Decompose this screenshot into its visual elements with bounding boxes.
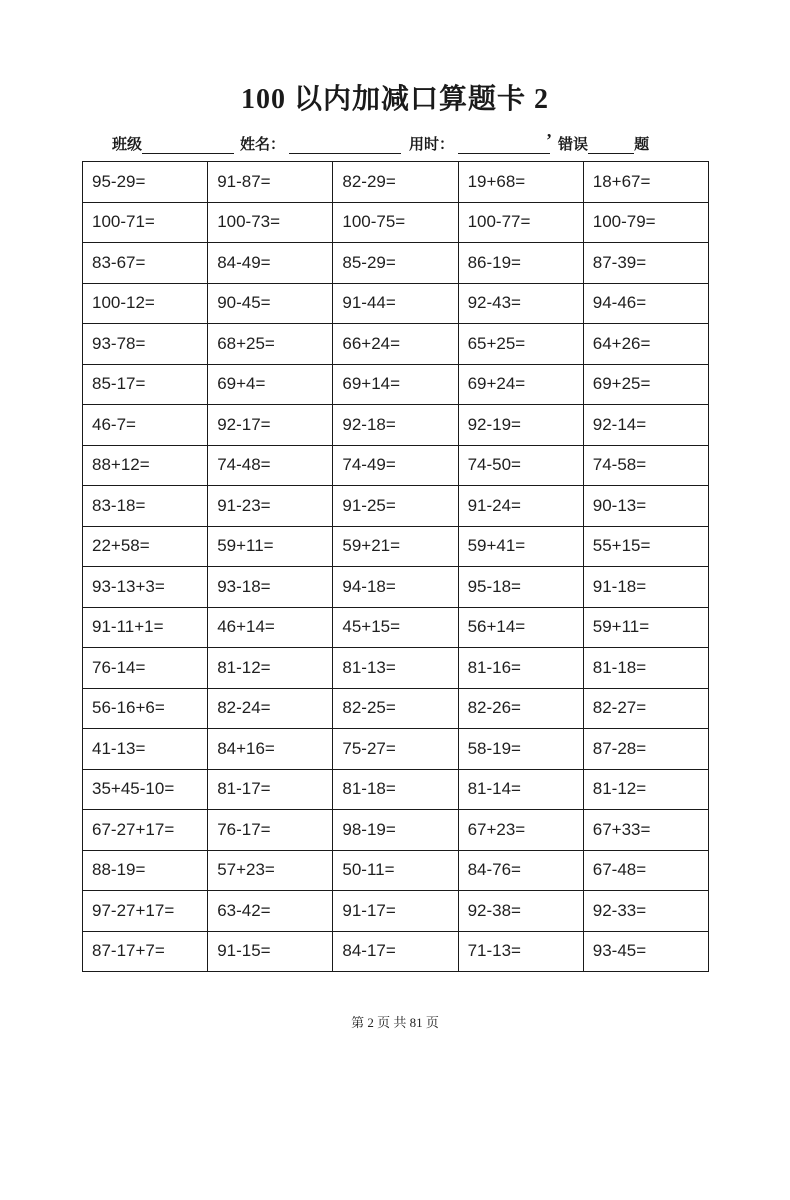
problem-cell: 84-17= [333, 931, 458, 972]
problem-cell: 93-78= [83, 324, 208, 365]
problem-cell: 56+14= [458, 607, 583, 648]
problem-cell: 100-79= [583, 202, 708, 243]
problem-row [83, 526, 709, 567]
class-label: 班级 [112, 137, 143, 153]
problem-cell: 59+11= [583, 607, 708, 648]
problem-cell: 100-12= [83, 283, 208, 324]
problem-cell: 59+11= [208, 526, 333, 567]
problem-cell: 86-19= [458, 243, 583, 284]
problem-cell: 95-29= [83, 162, 208, 203]
problem-cell: 64+26= [583, 324, 708, 365]
problem-cell: 18+67= [583, 162, 708, 203]
name-blank-line [289, 137, 401, 154]
problem-cell: 81-18= [583, 648, 708, 689]
problem-cell: 74-50= [458, 445, 583, 486]
problem-cell: 93-45= [583, 931, 708, 972]
questions-unit-label: 题 [634, 137, 650, 153]
problem-cell: 84-76= [458, 850, 583, 891]
problem-cell: 91-44= [333, 283, 458, 324]
problem-cell: 22+58= [83, 526, 208, 567]
problem-cell: 91-11+1= [83, 607, 208, 648]
problem-cell: 76-17= [208, 810, 333, 851]
problem-cell: 88-19= [83, 850, 208, 891]
time-label: 用时： [409, 137, 455, 153]
problem-cell: 81-12= [208, 648, 333, 689]
problem-cell: 71-13= [458, 931, 583, 972]
problem-cell: 92-19= [458, 405, 583, 446]
problem-cell: 76-14= [83, 648, 208, 689]
problem-cell: 83-18= [83, 486, 208, 527]
problem-cell: 55+15= [583, 526, 708, 567]
problem-cell: 81-18= [333, 769, 458, 810]
problem-row [83, 769, 709, 810]
page-footer: 第 2 页 共 81 页 [351, 1015, 439, 1030]
info-line [112, 132, 790, 154]
problem-cell: 19+68= [458, 162, 583, 203]
problem-row [83, 324, 709, 365]
problem-row [83, 810, 709, 851]
problem-cell: 100-77= [458, 202, 583, 243]
problem-cell: 93-18= [208, 567, 333, 608]
problem-cell: 94-46= [583, 283, 708, 324]
problem-cell: 57+23= [208, 850, 333, 891]
problem-cell: 82-27= [583, 688, 708, 729]
problem-row [83, 243, 709, 284]
problem-cell: 67-27+17= [83, 810, 208, 851]
problem-cell: 81-14= [458, 769, 583, 810]
problem-row [83, 364, 709, 405]
problem-cell: 74-48= [208, 445, 333, 486]
problem-cell: 82-29= [333, 162, 458, 203]
problem-row [83, 729, 709, 770]
problem-cell: 92-17= [208, 405, 333, 446]
problem-cell: 67+33= [583, 810, 708, 851]
problem-cell: 85-29= [333, 243, 458, 284]
problem-cell: 91-18= [583, 567, 708, 608]
problem-cell: 100-71= [83, 202, 208, 243]
problem-cell: 94-18= [333, 567, 458, 608]
time-blank-line [458, 137, 550, 154]
problem-cell: 91-25= [333, 486, 458, 527]
problem-cell: 100-73= [208, 202, 333, 243]
problem-cell: 68+25= [208, 324, 333, 365]
problem-cell: 87-39= [583, 243, 708, 284]
problem-cell: 81-16= [458, 648, 583, 689]
problem-row [83, 486, 709, 527]
problem-cell: 91-17= [333, 891, 458, 932]
problem-cell: 92-38= [458, 891, 583, 932]
problem-cell: 87-28= [583, 729, 708, 770]
problem-cell: 56-16+6= [83, 688, 208, 729]
problem-cell: 66+24= [333, 324, 458, 365]
problem-cell: 45+15= [333, 607, 458, 648]
problem-cell: 69+4= [208, 364, 333, 405]
problem-cell: 59+41= [458, 526, 583, 567]
problem-cell: 69+14= [333, 364, 458, 405]
problem-cell: 69+25= [583, 364, 708, 405]
problem-cell: 97-27+17= [83, 891, 208, 932]
problem-cell: 35+45-10= [83, 769, 208, 810]
problem-cell: 81-13= [333, 648, 458, 689]
problem-cell: 82-24= [208, 688, 333, 729]
problem-cell: 95-18= [458, 567, 583, 608]
problem-cell: 67-48= [583, 850, 708, 891]
problem-row [83, 850, 709, 891]
problems-table [82, 161, 709, 972]
problem-row [83, 445, 709, 486]
name-label: 姓名： [240, 137, 286, 153]
problem-cell: 100-75= [333, 202, 458, 243]
problem-cell: 84+16= [208, 729, 333, 770]
problem-row [83, 202, 709, 243]
class-blank-line [142, 137, 234, 154]
problem-row [83, 891, 709, 932]
problem-cell: 92-43= [458, 283, 583, 324]
problem-row [83, 567, 709, 608]
problem-cell: 82-25= [333, 688, 458, 729]
problem-cell: 91-15= [208, 931, 333, 972]
problem-cell: 90-13= [583, 486, 708, 527]
problem-row [83, 162, 709, 203]
problem-cell: 93-13+3= [83, 567, 208, 608]
problem-cell: 92-18= [333, 405, 458, 446]
problem-cell: 98-19= [333, 810, 458, 851]
error-blank-line [588, 137, 634, 154]
stray-quote-mark: ’ [546, 130, 552, 150]
problem-cell: 83-67= [83, 243, 208, 284]
problem-cell: 41-13= [83, 729, 208, 770]
problem-cell: 88+12= [83, 445, 208, 486]
problem-cell: 91-24= [458, 486, 583, 527]
problems-body [83, 162, 709, 972]
problem-cell: 91-23= [208, 486, 333, 527]
problem-cell: 85-17= [83, 364, 208, 405]
problem-cell: 92-33= [583, 891, 708, 932]
problem-cell: 91-87= [208, 162, 333, 203]
error-label: 错误 [558, 137, 589, 153]
problem-cell: 75-27= [333, 729, 458, 770]
problem-row [83, 283, 709, 324]
problem-cell: 81-17= [208, 769, 333, 810]
problem-cell: 74-49= [333, 445, 458, 486]
problem-cell: 50-11= [333, 850, 458, 891]
problem-cell: 63-42= [208, 891, 333, 932]
problem-cell: 46+14= [208, 607, 333, 648]
problem-cell: 58-19= [458, 729, 583, 770]
problem-cell: 46-7= [83, 405, 208, 446]
problem-cell: 90-45= [208, 283, 333, 324]
problem-row [83, 688, 709, 729]
problem-cell: 84-49= [208, 243, 333, 284]
problem-cell: 74-58= [583, 445, 708, 486]
problem-row [83, 931, 709, 972]
problem-cell: 67+23= [458, 810, 583, 851]
problem-cell: 69+24= [458, 364, 583, 405]
problem-row [83, 405, 709, 446]
problem-cell: 65+25= [458, 324, 583, 365]
problem-cell: 92-14= [583, 405, 708, 446]
problem-row [83, 648, 709, 689]
problem-cell: 59+21= [333, 526, 458, 567]
problem-cell: 82-26= [458, 688, 583, 729]
problem-row [83, 607, 709, 648]
problem-cell: 87-17+7= [83, 931, 208, 972]
page-title: 100 以内加减口算题卡 2 [240, 84, 549, 115]
problem-cell: 81-12= [583, 769, 708, 810]
